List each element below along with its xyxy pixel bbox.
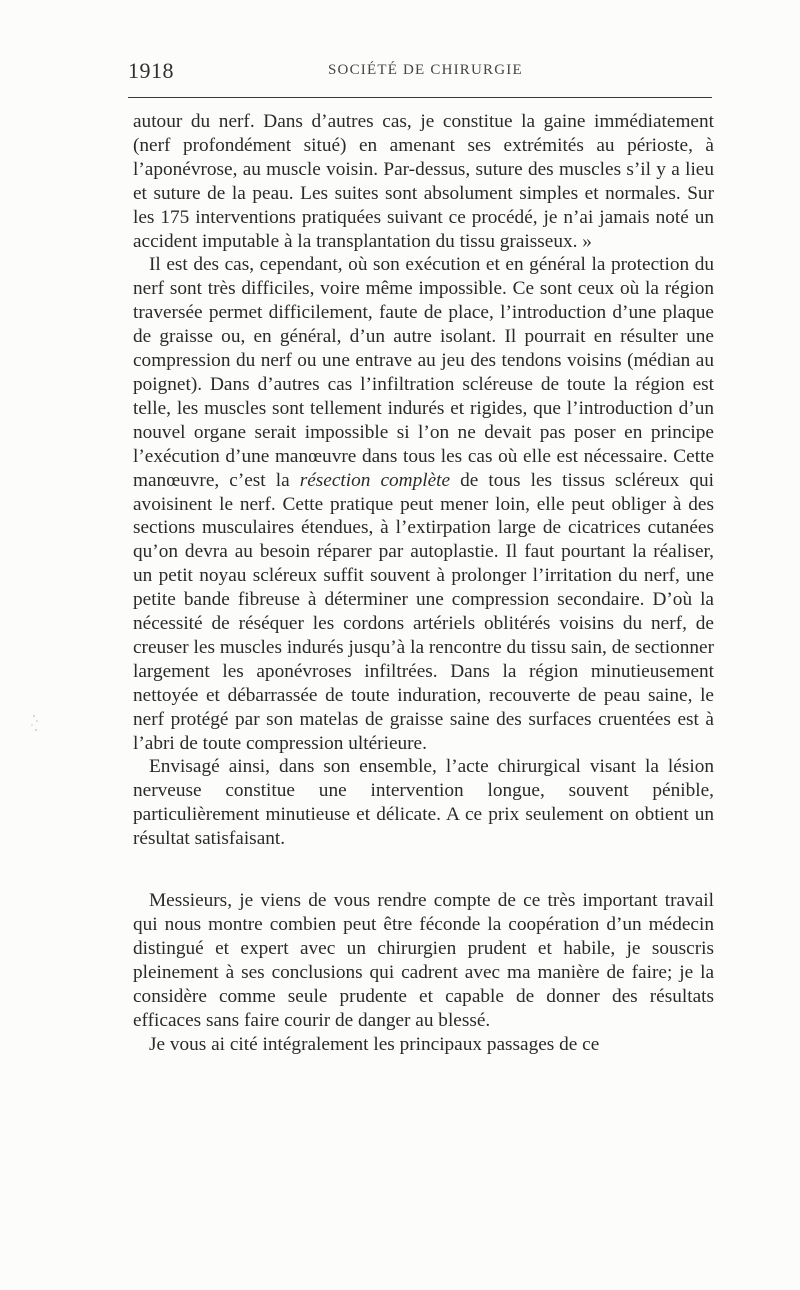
paragraph-continued: autour du nerf. Dans d’autres cas, je constitue la gaine immédiatement (nerf profondément situé) en amenant ses extrémités au périoste, à l’aponévrose, au muscle voisin. Par-dessus, suture des muscles s’il y a lieu et suture de la peau. Les suites sont absolument simples et normales. Sur les 175 interventions pratiquées suivant ce procédé, je n’ai jamais noté un accident imputable à la transplantation du tissu graisseux. » — [133, 111, 714, 252]
paragraph-citation: Je vous ai cité intégralement les principaux passages de ce — [149, 1033, 600, 1055]
body-text — [133, 110, 714, 1056]
paragraph-resection — [133, 253, 714, 755]
margin-speck — [28, 712, 42, 736]
page-header — [128, 58, 712, 88]
paragraph-messieurs: Messieurs, je viens de vous rendre compte de ce très important travail qui nous montre combien peut être féconde la coopération d’un médecin distingué et expert avec un chirurgien prudent et habile, je souscris pleinement à ses conclusions qui cadrent avec ma manière de faire; je la considère comme seule prudente et capable de donner des résultats efficaces sans faire courir de danger au blessé. — [133, 890, 714, 1031]
italic-term: résection complète — [299, 469, 451, 491]
header-rule — [128, 97, 712, 98]
paragraph-text: Il est des cas, cependant, où son exécution et en général la protection du nerf sont très difficiles, voire même impossible. Ce sont ceux où la région traversée permet difficilement, faute de place, l’introduction d’une plaque de graisse ou, en général, d’un autre isolant. Il pourrait en résulter une compression du nerf ou une entrave au jeu des tendons voisins (médian au poignet). Dans d’autres cas l’infiltration scléreuse de toute la région est telle, les muscles sont tellement indurés et rigides, que l’introduction d’un nouvel organe serait impossible si l’on ne devait pas poser en principe l’exécution d’une manœuvre dans tous les cas où elle est nécessaire. Cette manœuvre, c’est la — [133, 254, 714, 491]
running-head: SOCIÉTÉ DE CHIRURGIE — [328, 62, 523, 78]
paragraph-summary: Envisagé ainsi, dans son ensemble, l’acte chirurgical visant la lésion nerveuse constitue une intervention longue, souvent pénible, particulièrement minutieuse et délicate. A ce prix seulement on obtient un résultat satisfaisant. — [133, 756, 714, 850]
page-number: 1918 — [128, 58, 174, 83]
paragraph-text: de tous les tissus scléreux qui avoisinent le nerf. Cette pratique peut mener loin, elle peut obliger à des sections musculaires étendues, à l’extirpation large de cicatrices cutanées qu’on devra au besoin réparer par autoplastie. Il faut pourtant la réaliser, un petit noyau scléreux suffit souvent à prolonger l’irritation du nerf, une petite bande fibreuse à déterminer une compression secondaire. D’où la nécessité de réséquer les cordons artériels oblitérés voisins du nerf, de creuser les muscles indurés jusqu’à la rencontre du tissu sain, de sectionner largement les aponévroses infiltrées. Dans la région minutieusement nettoyée et débarrassée de toute induration, recouverte de peau saine, le nerf protégé par son matelas de graisse saine des surfaces cruentées est à l’abri de toute compression ultérieure. — [133, 469, 714, 754]
